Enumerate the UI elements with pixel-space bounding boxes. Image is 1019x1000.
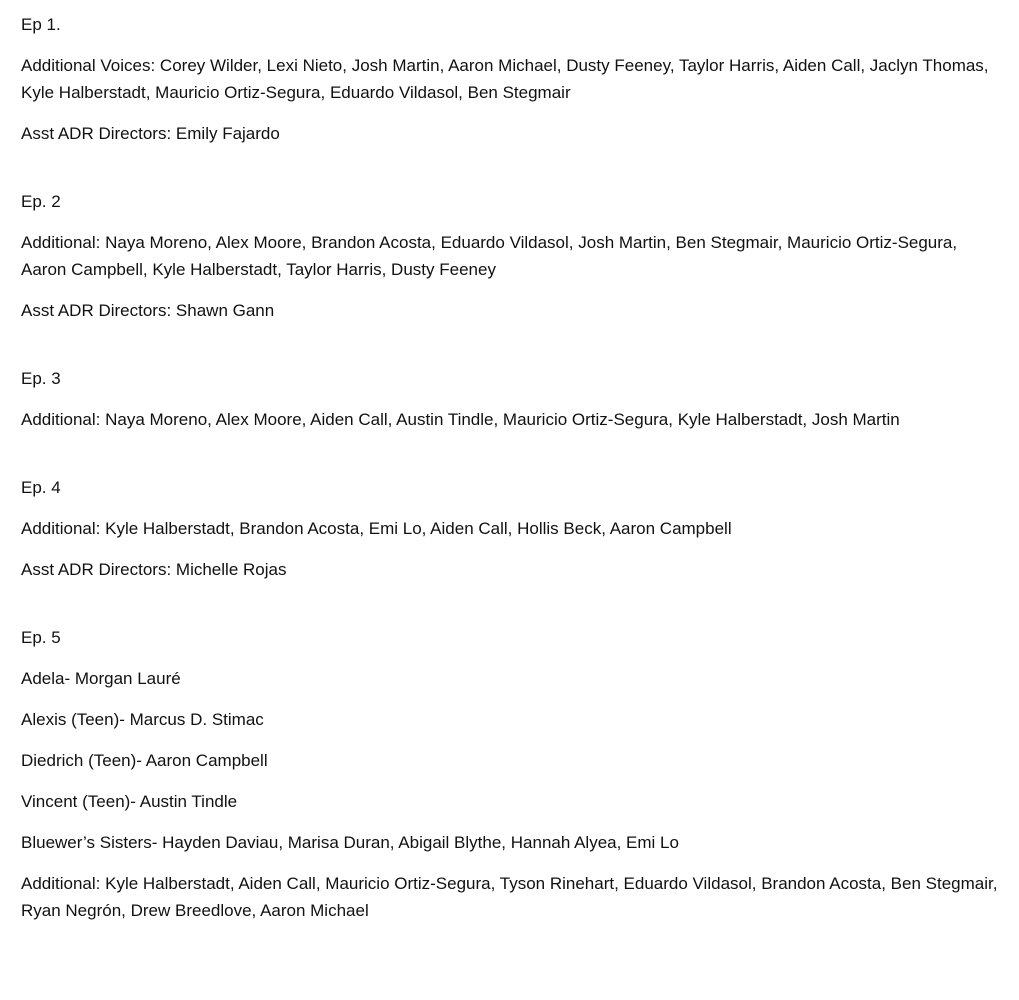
credit-line: Vincent (Teen)- Austin Tindle [21, 792, 238, 811]
credit-line: Bluewer’s Sisters- Hayden Daviau, Marisa Duran, Abigail Blythe, Hannah Alyea, Emi Lo [21, 833, 679, 852]
episode-heading: Ep 1. [21, 15, 61, 34]
episode-1-section [21, 11, 1006, 147]
episode-heading: Ep. 5 [21, 628, 61, 647]
credit-line: Additional: Naya Moreno, Alex Moore, Brandon Acosta, Eduardo Vildasol, Josh Martin, Ben Stegmair, Mauricio Ortiz-Segura, Aaron Campbell, Kyle Halberstadt, Taylor Harris, Dusty Feeney [21, 233, 958, 279]
credit-line: Diedrich (Teen)- Aaron Campbell [21, 751, 268, 770]
episode-heading: Ep. 3 [21, 369, 61, 388]
episode-heading: Ep. 2 [21, 192, 61, 211]
episode-5-section [21, 624, 1006, 924]
credit-line: Alexis (Teen)- Marcus D. Stimac [21, 710, 264, 729]
credit-line: Asst ADR Directors: Michelle Rojas [21, 560, 287, 579]
episode-4-section [21, 474, 1006, 583]
credit-line: Additional: Naya Moreno, Alex Moore, Aiden Call, Austin Tindle, Mauricio Ortiz-Segura, Kyle Halberstadt, Josh Martin [21, 410, 900, 429]
credit-line: Adela- Morgan Lauré [21, 669, 181, 688]
document-body [21, 11, 1006, 938]
credit-line: Asst ADR Directors: Emily Fajardo [21, 124, 280, 143]
credit-line: Asst ADR Directors: Shawn Gann [21, 301, 275, 320]
credit-line: Additional Voices: Corey Wilder, Lexi Nieto, Josh Martin, Aaron Michael, Dusty Feeney, Taylor Harris, Aiden Call, Jaclyn Thomas, Kyle Halberstadt, Mauricio Ortiz-Segura, Eduardo Vildasol, Ben Stegmair [21, 56, 989, 102]
episode-2-section [21, 188, 1006, 324]
episode-3-section [21, 365, 1006, 433]
credit-line: Additional: Kyle Halberstadt, Aiden Call, Mauricio Ortiz-Segura, Tyson Rinehart, Eduardo Vildasol, Brandon Acosta, Ben Stegmair, Ryan Negrón, Drew Breedlove, Aaron Michael [21, 874, 998, 920]
episode-heading: Ep. 4 [21, 478, 61, 497]
credit-line: Additional: Kyle Halberstadt, Brandon Acosta, Emi Lo, Aiden Call, Hollis Beck, Aaron Campbell [21, 519, 732, 538]
